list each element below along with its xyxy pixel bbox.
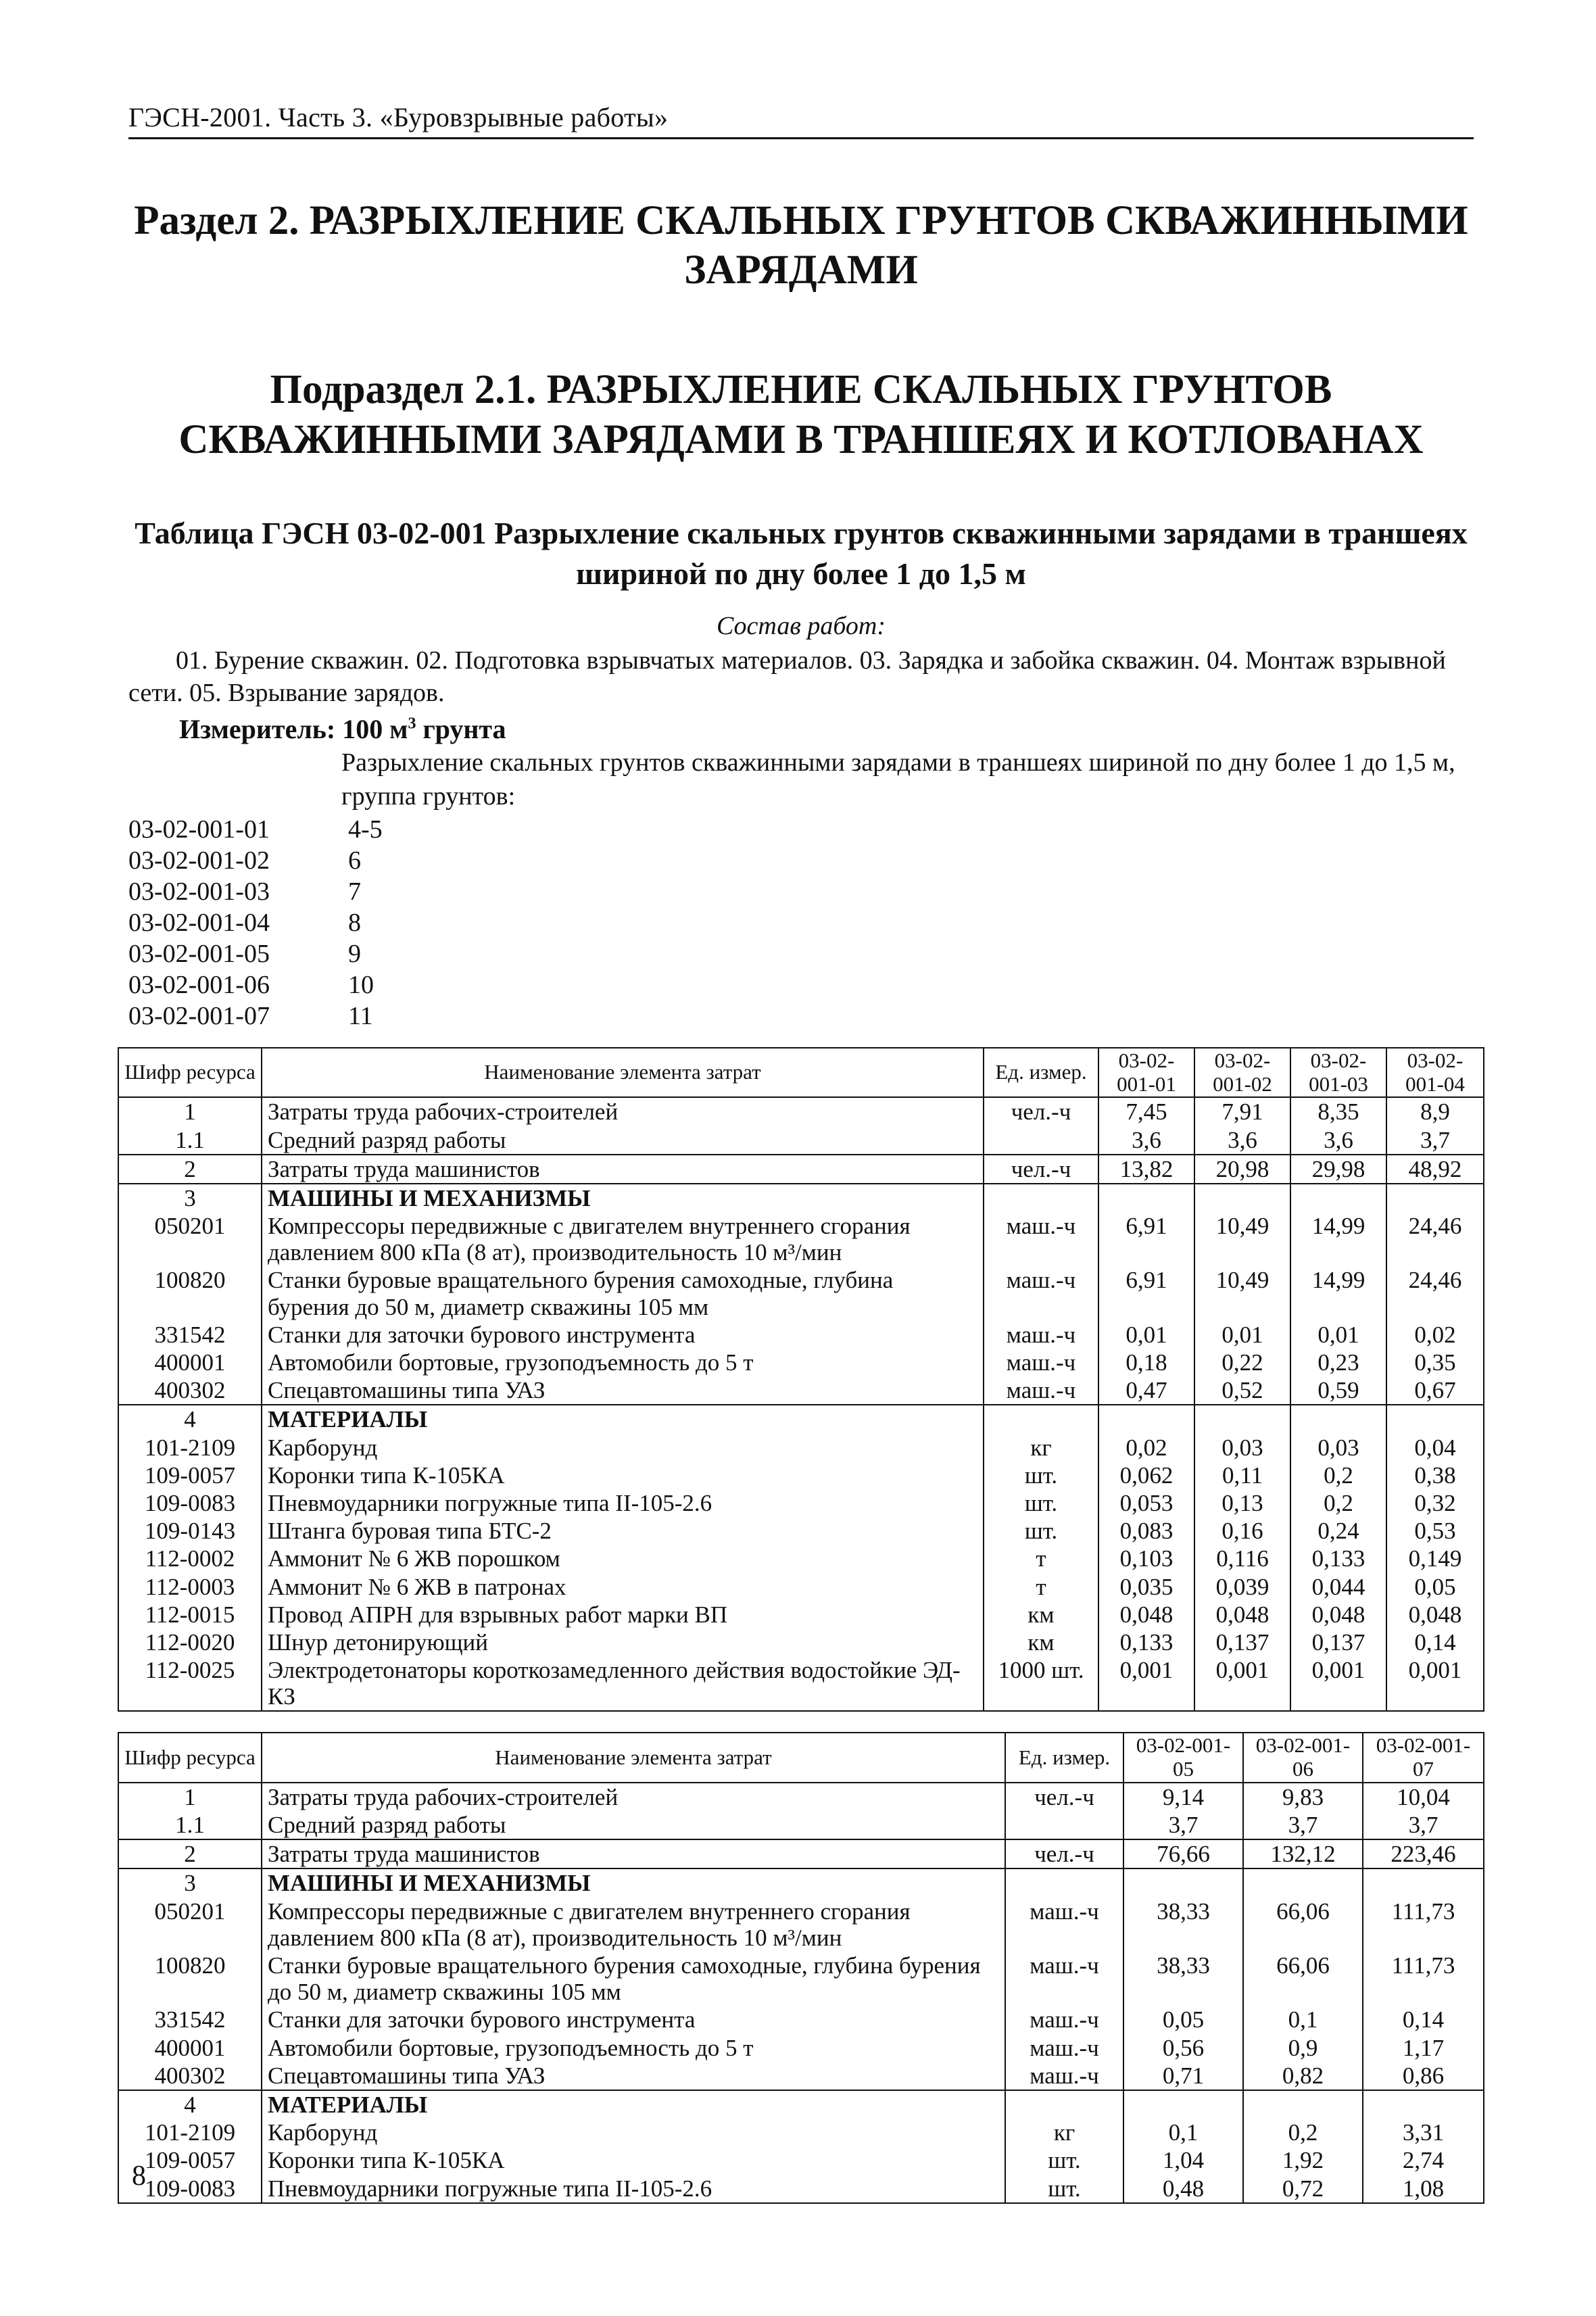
- norm-value: 0,05: [1123, 2006, 1243, 2033]
- norm-value: [1290, 1184, 1386, 1212]
- norm-value: 0,16: [1194, 1517, 1290, 1545]
- norm-code-row: [128, 939, 1474, 970]
- table-row: [118, 2034, 1484, 2062]
- norm-value: 0,048: [1098, 1601, 1194, 1629]
- unit: чел.-ч: [984, 1097, 1098, 1126]
- table-row: [118, 2006, 1484, 2033]
- norm-value: 0,35: [1386, 1349, 1484, 1376]
- table-row: [118, 1349, 1484, 1376]
- table-row: [118, 1434, 1484, 1462]
- norm-code-row: [128, 846, 1474, 877]
- norm-value: 76,66: [1123, 1839, 1243, 1868]
- norm-value: 0,52: [1194, 1376, 1290, 1405]
- element-name: Пневмоударники погружные типа II-105-2.6: [262, 1489, 984, 1517]
- norm-value: 0,048: [1194, 1601, 1290, 1629]
- table-row: [118, 1405, 1484, 1433]
- unit: [1005, 1811, 1123, 1839]
- header-norm-code: 03-02-001-06: [1243, 1733, 1363, 1782]
- norm-value: [1194, 1405, 1290, 1433]
- resource-code: 112-0002: [118, 1545, 262, 1572]
- norm-value: 14,99: [1290, 1212, 1386, 1266]
- resource-code: 4: [118, 1405, 262, 1433]
- norm-value: 0,035: [1098, 1573, 1194, 1601]
- table-row: [118, 1489, 1484, 1517]
- norm-value: 9,83: [1243, 1783, 1363, 1811]
- header-resource-code: Шифр ресурса: [118, 1733, 262, 1782]
- norm-value: 24,46: [1386, 1212, 1484, 1266]
- norm-value: 0,02: [1386, 1321, 1484, 1349]
- header-element-name: Наименование элемента затрат: [262, 1733, 1005, 1782]
- unit: маш.-ч: [1005, 1898, 1123, 1952]
- norm-value: 3,7: [1363, 1811, 1484, 1839]
- norm-value: [1363, 2090, 1484, 2119]
- norm-value: 0,044: [1290, 1573, 1386, 1601]
- resource-code: 400001: [118, 1349, 262, 1376]
- header-norm-code: 03-02-001-01: [1098, 1048, 1194, 1097]
- element-name: Станки буровые вращательного бурения самоходные, глубина бурения до 50 м, диаметр скважины 105 мм: [262, 1266, 984, 1320]
- norm-value: 66,06: [1243, 1898, 1363, 1952]
- unit: маш.-ч: [984, 1376, 1098, 1405]
- norm-code-row: [128, 1001, 1474, 1032]
- element-name: МАТЕРИАЛЫ: [262, 1405, 984, 1433]
- resource-code: 400302: [118, 1376, 262, 1405]
- norm-value: 0,001: [1386, 1656, 1484, 1711]
- resource-table-2: [118, 1732, 1484, 2203]
- unit: [1005, 2090, 1123, 2119]
- element-name: МАТЕРИАЛЫ: [262, 2090, 1005, 2119]
- element-name: Затраты труда машинистов: [262, 1839, 1005, 1868]
- norm-value: 132,12: [1243, 1839, 1363, 1868]
- resource-code: 109-0083: [118, 1489, 262, 1517]
- table-row: [118, 1321, 1484, 1349]
- norm-value: 0,14: [1386, 1629, 1484, 1656]
- norm-value: 0,59: [1290, 1376, 1386, 1405]
- resource-code: 112-0020: [118, 1629, 262, 1656]
- resource-code: 400001: [118, 2034, 262, 2062]
- norm-value: [1098, 1405, 1194, 1433]
- header-norm-code: 03-02-001-07: [1363, 1733, 1484, 1782]
- running-header: ГЭСН-2001. Часть 3. «Буровзрывные работы»: [128, 101, 1474, 139]
- resource-code: 2: [118, 1839, 262, 1868]
- header-element-name: Наименование элемента затрат: [262, 1048, 984, 1097]
- norm-value: 0,001: [1194, 1656, 1290, 1711]
- table-row: [118, 1376, 1484, 1405]
- norm-value: 0,82: [1243, 2062, 1363, 2090]
- norm-value: 223,46: [1363, 1839, 1484, 1868]
- norm-value: 0,14: [1363, 2006, 1484, 2033]
- norm-value: [1363, 1868, 1484, 1897]
- table-title: Таблица ГЭСН 03-02-001 Разрыхление скальных грунтов скважинными зарядами в траншеях шириной по дну более 1 до 1,5 м: [135, 515, 1468, 591]
- header-unit: Ед. измер.: [1005, 1733, 1123, 1782]
- unit: маш.-ч: [984, 1321, 1098, 1349]
- norm-value: 6,91: [1098, 1212, 1194, 1266]
- unit: чел.-ч: [1005, 1839, 1123, 1868]
- soil-group: 8: [348, 909, 361, 938]
- table-row: [118, 2175, 1484, 2203]
- norm-value: 1,17: [1363, 2034, 1484, 2062]
- norm-value: 0,149: [1386, 1545, 1484, 1572]
- norm-value: 0,2: [1290, 1462, 1386, 1489]
- norm-value: 0,2: [1290, 1489, 1386, 1517]
- norm-value: 13,82: [1098, 1155, 1194, 1184]
- table-row: [118, 1097, 1484, 1126]
- table-row: [118, 1126, 1484, 1155]
- element-name: Спецавтомашины типа УАЗ: [262, 1376, 984, 1405]
- measure-unit: Измеритель: 100 $м^3$ грунта: [179, 714, 506, 745]
- norm-value: 0,03: [1194, 1434, 1290, 1462]
- table-row: [118, 1184, 1484, 1212]
- norm-value: 3,6: [1290, 1126, 1386, 1155]
- norm-value: 38,33: [1123, 1952, 1243, 2006]
- norm-value: 1,08: [1363, 2175, 1484, 2203]
- table-row: [118, 1783, 1484, 1811]
- norm-value: 0,062: [1098, 1462, 1194, 1489]
- header-norm-code: 03-02-001-04: [1386, 1048, 1484, 1097]
- norm-code: 03-02-001-06: [128, 970, 270, 999]
- unit: шт.: [1005, 2175, 1123, 2203]
- unit: маш.-ч: [1005, 2062, 1123, 2090]
- unit: маш.-ч: [1005, 2006, 1123, 2033]
- norm-code: 03-02-001-01: [128, 815, 270, 844]
- unit: шт.: [1005, 2146, 1123, 2174]
- norm-value: 0,1: [1123, 2119, 1243, 2146]
- unit: т: [984, 1573, 1098, 1601]
- soil-group: 10: [348, 970, 374, 999]
- norm-code: 03-02-001-05: [128, 940, 270, 968]
- element-name: Провод АПРН для взрывных работ марки ВП: [262, 1601, 984, 1629]
- table-row: [118, 1629, 1484, 1656]
- norm-value: 48,92: [1386, 1155, 1484, 1184]
- unit: [984, 1184, 1098, 1212]
- norm-value: 0,67: [1386, 1376, 1484, 1405]
- element-name: Электродетонаторы короткозамедленного действия водостойкие ЭД-КЗ: [262, 1656, 984, 1711]
- norm-value: 0,05: [1386, 1573, 1484, 1601]
- unit: км: [984, 1629, 1098, 1656]
- element-name: Станки для заточки бурового инструмента: [262, 1321, 984, 1349]
- table-row: [118, 1839, 1484, 1868]
- norm-value: 0,9: [1243, 2034, 1363, 2062]
- resource-code: 100820: [118, 1952, 262, 2006]
- header-resource-code: Шифр ресурса: [118, 1048, 262, 1097]
- page-number: 8: [132, 2161, 146, 2192]
- unit: кг: [1005, 2119, 1123, 2146]
- norm-value: 3,7: [1123, 1811, 1243, 1839]
- soil-group: 11: [348, 1001, 373, 1030]
- resource-code: 050201: [118, 1212, 262, 1266]
- unit: шт.: [984, 1462, 1098, 1489]
- table-row: [118, 2119, 1484, 2146]
- norm-value: 0,38: [1386, 1462, 1484, 1489]
- resource-code: 109-0083: [118, 2175, 262, 2203]
- norm-value: 9,14: [1123, 1783, 1243, 1811]
- norm-value: 0,72: [1243, 2175, 1363, 2203]
- element-name: Компрессоры передвижные с двигателем внутреннего сгорания давлением 800 кПа (8 ат), производительность 10 м³/мин: [262, 1898, 1005, 1952]
- resource-code: 331542: [118, 2006, 262, 2033]
- norm-code: 03-02-001-07: [128, 1001, 270, 1030]
- unit: 1000 шт.: [984, 1656, 1098, 1711]
- resource-code: 2: [118, 1155, 262, 1184]
- norm-value: [1123, 2090, 1243, 2119]
- resource-code: 1.1: [118, 1811, 262, 1839]
- element-name: Карборунд: [262, 2119, 1005, 2146]
- unit: маш.-ч: [1005, 1952, 1123, 2006]
- soil-group: 9: [348, 940, 361, 968]
- norm-value: 6,91: [1098, 1266, 1194, 1320]
- norm-value: 3,7: [1243, 1811, 1363, 1839]
- norm-value: 0,22: [1194, 1349, 1290, 1376]
- element-name: МАШИНЫ И МЕХАНИЗМЫ: [262, 1868, 1005, 1897]
- norm-code-list: [128, 815, 1474, 1032]
- resource-code: 109-0057: [118, 1462, 262, 1489]
- header-unit: Ед. измер.: [984, 1048, 1098, 1097]
- norm-value: 1,92: [1243, 2146, 1363, 2174]
- resource-code: 109-0143: [118, 1517, 262, 1545]
- unit: [984, 1126, 1098, 1155]
- resource-code: 1: [118, 1097, 262, 1126]
- norm-value: 0,01: [1290, 1321, 1386, 1349]
- norm-value: 3,6: [1194, 1126, 1290, 1155]
- norm-value: 24,46: [1386, 1266, 1484, 1320]
- unit: чел.-ч: [1005, 1783, 1123, 1811]
- table-row: [118, 1868, 1484, 1897]
- unit: маш.-ч: [1005, 2034, 1123, 2062]
- norm-value: 0,116: [1194, 1545, 1290, 1572]
- norm-code-row: [128, 970, 1474, 1001]
- element-name: Станки для заточки бурового инструмента: [262, 2006, 1005, 2033]
- norm-value: 3,31: [1363, 2119, 1484, 2146]
- table-row: [118, 1601, 1484, 1629]
- resource-code: 3: [118, 1868, 262, 1897]
- norm-value: 0,11: [1194, 1462, 1290, 1489]
- element-name: Шнур детонирующий: [262, 1629, 984, 1656]
- document-page: [124, 101, 1474, 2204]
- resource-code: 101-2109: [118, 2119, 262, 2146]
- norm-value: 10,04: [1363, 1783, 1484, 1811]
- element-name: Пневмоударники погружные типа II-105-2.6: [262, 2175, 1005, 2203]
- resource-code: 1.1: [118, 1126, 262, 1155]
- table-row: [118, 1212, 1484, 1266]
- norm-value: 38,33: [1123, 1898, 1243, 1952]
- element-name: Средний разряд работы: [262, 1126, 984, 1155]
- norm-code-row: [128, 877, 1474, 908]
- norm-description: Разрыхление скальных грунтов скважинными зарядами в траншеях шириной по дну более 1 до 1,5 м, группа грунтов:: [341, 748, 1455, 811]
- norm-value: [1290, 1405, 1386, 1433]
- norm-value: 2,74: [1363, 2146, 1484, 2174]
- header-norm-code: 03-02-001-02: [1194, 1048, 1290, 1097]
- resource-code: 112-0003: [118, 1573, 262, 1601]
- norm-value: 0,001: [1098, 1656, 1194, 1711]
- norm-value: 0,24: [1290, 1517, 1386, 1545]
- norm-value: 0,001: [1290, 1656, 1386, 1711]
- norm-value: 3,7: [1386, 1126, 1484, 1155]
- norm-value: 66,06: [1243, 1952, 1363, 2006]
- soil-group: 4-5: [348, 815, 383, 844]
- resource-code: 331542: [118, 1321, 262, 1349]
- norm-code: 03-02-001-04: [128, 909, 270, 938]
- element-name: Аммонит № 6 ЖВ в патронах: [262, 1573, 984, 1601]
- element-name: Коронки типа К-105КА: [262, 1462, 984, 1489]
- norm-value: 10,49: [1194, 1266, 1290, 1320]
- header-norm-code: 03-02-001-05: [1123, 1733, 1243, 1782]
- element-name: Аммонит № 6 ЖВ порошком: [262, 1545, 984, 1572]
- norm-value: 0,53: [1386, 1517, 1484, 1545]
- norm-value: 0,32: [1386, 1489, 1484, 1517]
- element-name: Автомобили бортовые, грузоподъемность до 5 т: [262, 2034, 1005, 2062]
- resource-code: 112-0015: [118, 1601, 262, 1629]
- element-name: Затраты труда рабочих-строителей: [262, 1783, 1005, 1811]
- element-name: Компрессоры передвижные с двигателем внутреннего сгорания давлением 800 кПа (8 ат), производительность 10 м³/мин: [262, 1212, 984, 1266]
- element-name: Станки буровые вращательного бурения самоходные, глубина бурения до 50 м, диаметр скважины 105 мм: [262, 1952, 1005, 2006]
- table-row: [118, 1266, 1484, 1320]
- norm-value: 0,083: [1098, 1517, 1194, 1545]
- norm-value: 0,18: [1098, 1349, 1194, 1376]
- norm-value: 7,91: [1194, 1097, 1290, 1126]
- unit: чел.-ч: [984, 1155, 1098, 1184]
- unit: [984, 1405, 1098, 1433]
- element-name: Затраты труда рабочих-строителей: [262, 1097, 984, 1126]
- norm-value: 0,48: [1123, 2175, 1243, 2203]
- norm-value: 0,04: [1386, 1434, 1484, 1462]
- norm-value: 111,73: [1363, 1952, 1484, 2006]
- unit: шт.: [984, 1489, 1098, 1517]
- resource-code: 1: [118, 1783, 262, 1811]
- element-name: Затраты труда машинистов: [262, 1155, 984, 1184]
- norm-value: 0,048: [1386, 1601, 1484, 1629]
- norm-value: 0,133: [1290, 1545, 1386, 1572]
- norm-value: 0,01: [1098, 1321, 1194, 1349]
- resource-code: 112-0025: [118, 1656, 262, 1711]
- norm-value: 8,9: [1386, 1097, 1484, 1126]
- norm-value: 0,053: [1098, 1489, 1194, 1517]
- norm-value: [1243, 1868, 1363, 1897]
- header-norm-code: 03-02-001-03: [1290, 1048, 1386, 1097]
- composition-text: 01. Бурение скважин. 02. Подготовка взрывчатых материалов. 03. Зарядка и забойка скважин. 04. Монтаж взрывной сети. 05. Взрывание зарядов.: [128, 646, 1446, 707]
- unit: [1005, 1868, 1123, 1897]
- element-name: Штанга буровая типа БТС-2: [262, 1517, 984, 1545]
- resource-code: 050201: [118, 1898, 262, 1952]
- table-row: [118, 1462, 1484, 1489]
- unit: маш.-ч: [984, 1212, 1098, 1266]
- table-row: [118, 1811, 1484, 1839]
- norm-value: 0,137: [1194, 1629, 1290, 1656]
- table-row: [118, 1155, 1484, 1184]
- subsection-title: Подраздел 2.1. РАЗРЫХЛЕНИЕ СКАЛЬНЫХ ГРУНТОВ СКВАЖИННЫМИ ЗАРЯДАМИ В ТРАНШЕЯХ И КОТЛОВАНАХ: [178, 367, 1424, 462]
- unit: маш.-ч: [984, 1349, 1098, 1376]
- resource-table-1: [118, 1047, 1484, 1712]
- norm-value: 0,039: [1194, 1573, 1290, 1601]
- soil-group: 6: [348, 846, 361, 875]
- soil-group: 7: [348, 877, 361, 907]
- element-name: Средний разряд работы: [262, 1811, 1005, 1839]
- norm-value: [1386, 1405, 1484, 1433]
- unit: шт.: [984, 1517, 1098, 1545]
- norm-value: 0,02: [1098, 1434, 1194, 1462]
- element-name: Автомобили бортовые, грузоподъемность до 5 т: [262, 1349, 984, 1376]
- norm-value: 0,137: [1290, 1629, 1386, 1656]
- norm-value: 10,49: [1194, 1212, 1290, 1266]
- section-title: Раздел 2. РАЗРЫХЛЕНИЕ СКАЛЬНЫХ ГРУНТОВ СКВАЖИННЫМИ ЗАРЯДАМИ: [134, 198, 1468, 293]
- norm-value: 0,048: [1290, 1601, 1386, 1629]
- element-name: Карборунд: [262, 1434, 984, 1462]
- norm-code-row: [128, 815, 1474, 846]
- norm-value: 0,133: [1098, 1629, 1194, 1656]
- norm-value: 0,71: [1123, 2062, 1243, 2090]
- norm-value: 0,13: [1194, 1489, 1290, 1517]
- norm-code: 03-02-001-02: [128, 846, 270, 875]
- norm-value: 0,03: [1290, 1434, 1386, 1462]
- norm-value: [1194, 1184, 1290, 1212]
- resource-code: 400302: [118, 2062, 262, 2090]
- element-name: МАШИНЫ И МЕХАНИЗМЫ: [262, 1184, 984, 1212]
- norm-value: 0,1: [1243, 2006, 1363, 2033]
- element-name: Спецавтомашины типа УАЗ: [262, 2062, 1005, 2090]
- element-name: Коронки типа К-105КА: [262, 2146, 1005, 2174]
- norm-value: 29,98: [1290, 1155, 1386, 1184]
- table-row: [118, 1573, 1484, 1601]
- composition-label: Состав работ:: [716, 612, 886, 641]
- table-row: [118, 1545, 1484, 1572]
- resource-code: 109-0057: [118, 2146, 262, 2174]
- norm-value: 1,04: [1123, 2146, 1243, 2174]
- norm-value: 14,99: [1290, 1266, 1386, 1320]
- norm-value: 20,98: [1194, 1155, 1290, 1184]
- norm-value: [1386, 1184, 1484, 1212]
- norm-value: 8,35: [1290, 1097, 1386, 1126]
- unit: км: [984, 1601, 1098, 1629]
- table-row: [118, 1517, 1484, 1545]
- unit: кг: [984, 1434, 1098, 1462]
- resource-code: 101-2109: [118, 1434, 262, 1462]
- table-row: [118, 1952, 1484, 2006]
- norm-value: 0,47: [1098, 1376, 1194, 1405]
- unit: т: [984, 1545, 1098, 1572]
- norm-code-row: [128, 908, 1474, 939]
- norm-value: 0,2: [1243, 2119, 1363, 2146]
- table-row: [118, 2062, 1484, 2090]
- norm-value: [1123, 1868, 1243, 1897]
- norm-value: [1243, 2090, 1363, 2119]
- norm-value: 0,56: [1123, 2034, 1243, 2062]
- resource-code: 100820: [118, 1266, 262, 1320]
- table-row: [118, 2090, 1484, 2119]
- norm-value: 111,73: [1363, 1898, 1484, 1952]
- norm-value: 0,23: [1290, 1349, 1386, 1376]
- resource-code: 3: [118, 1184, 262, 1212]
- norm-value: 0,01: [1194, 1321, 1290, 1349]
- norm-value: 7,45: [1098, 1097, 1194, 1126]
- norm-value: 0,103: [1098, 1545, 1194, 1572]
- norm-value: 3,6: [1098, 1126, 1194, 1155]
- norm-value: [1098, 1184, 1194, 1212]
- table-row: [118, 1898, 1484, 1952]
- table-row: [118, 2146, 1484, 2174]
- norm-code: 03-02-001-03: [128, 877, 270, 907]
- norm-value: 0,86: [1363, 2062, 1484, 2090]
- resource-code: 4: [118, 2090, 262, 2119]
- unit: маш.-ч: [984, 1266, 1098, 1320]
- table-row: [118, 1656, 1484, 1711]
